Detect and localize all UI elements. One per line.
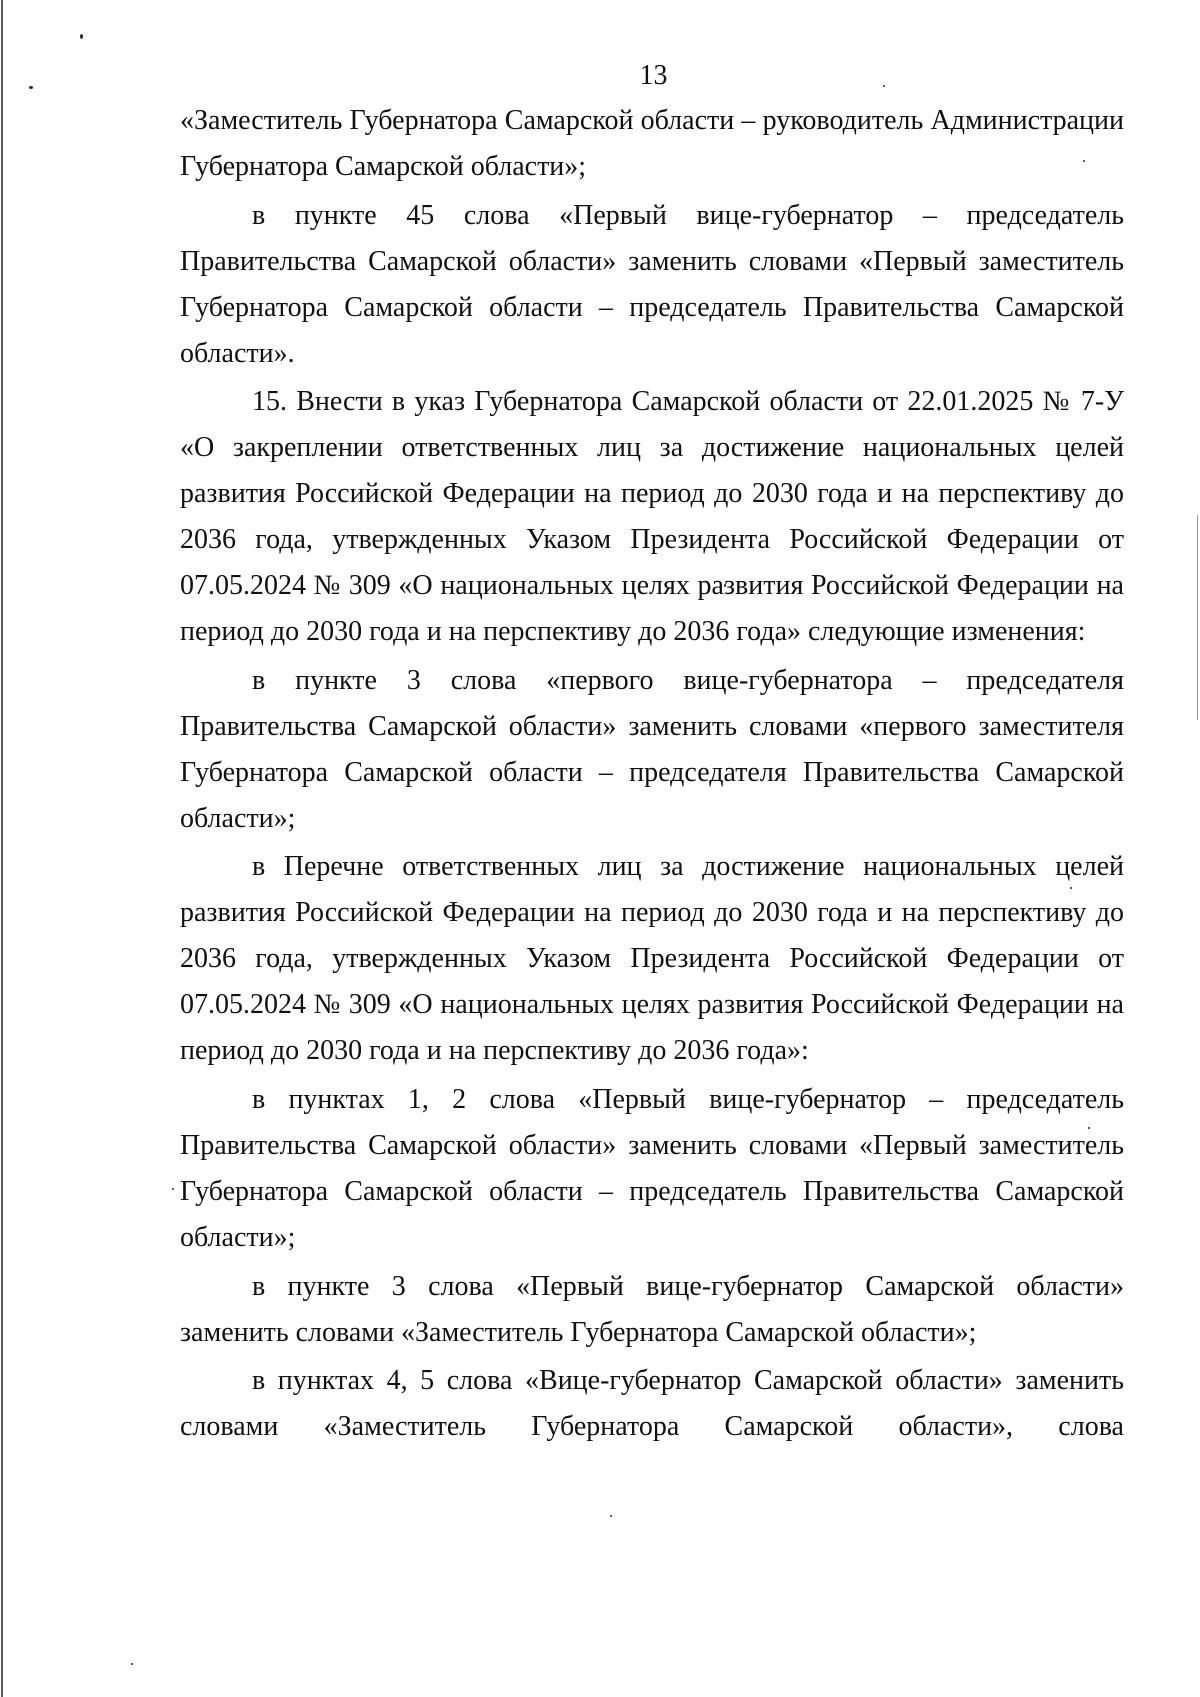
body-paragraph: в пункте 3 слова «Первый вице-губернатор Самарской области» заменить словами «Заместитель Губернатора Самарской области»;	[180, 1270, 1124, 1348]
body-paragraph: 15. Внести в указ Губернатора Самарской области от 22.01.2025 № 7-У «О закреплении ответственных лиц за достижение национальных целей развития Российской Федерации на период до 2030 года и на перспективу до 2036 года, утвержденных Указом Президента Российской Федерации от 07.05.2024 № 309 «О национальных целях развития Российской Федерации на период до 2030 года и на перспективу до 2036 года» следующие изменения:	[180, 386, 1124, 648]
scan-edge-line	[1, 0, 3, 1697]
scan-speck	[80, 34, 83, 39]
document-body	[180, 98, 1124, 1453]
page-number: 13	[639, 60, 668, 91]
scan-speck	[172, 1188, 174, 1190]
body-paragraph: в пунктах 4, 5 слова «Вице-губернатор Самарской области» заменить словами «Заместитель Губернатора Самарской области», слова	[180, 1365, 1124, 1443]
body-paragraph: в пункте 3 слова «первого вице-губернатора – председателя Правительства Самарской области» заменить словами «первого заместителя Губернатора Самарской области – председателя Правительства Самарской области»;	[180, 664, 1124, 834]
scan-speck	[610, 1515, 612, 1517]
body-paragraph: в Перечне ответственных лиц за достижение национальных целей развития Российской Федерации на период до 2030 года и на перспективу до 2036 года, утвержденных Указом Президента Российской Федерации от 07.05.2024 № 309 «О национальных целях развития Российской Федерации на период до 2030 года и на перспективу до 2036 года»:	[180, 851, 1124, 1067]
body-paragraph: «Заместитель Губернатора Самарской области – руководитель Администрации Губернатора Самарской области»;	[180, 105, 1124, 182]
scan-edge-line	[1197, 515, 1198, 720]
body-paragraph: в пункте 45 слова «Первый вице-губернатор – председатель Правительства Самарской области» заменить словами «Первый заместитель Губернатора Самарской области – председатель Правительства Самарской области».	[180, 199, 1124, 369]
body-paragraph: в пунктах 1, 2 слова «Первый вице-губернатор – председатель Правительства Самарской области» заменить словами «Первый заместитель Губернатора Самарской области – председатель Правительства Самарской области»;	[180, 1083, 1124, 1253]
scan-speck	[131, 1663, 133, 1665]
